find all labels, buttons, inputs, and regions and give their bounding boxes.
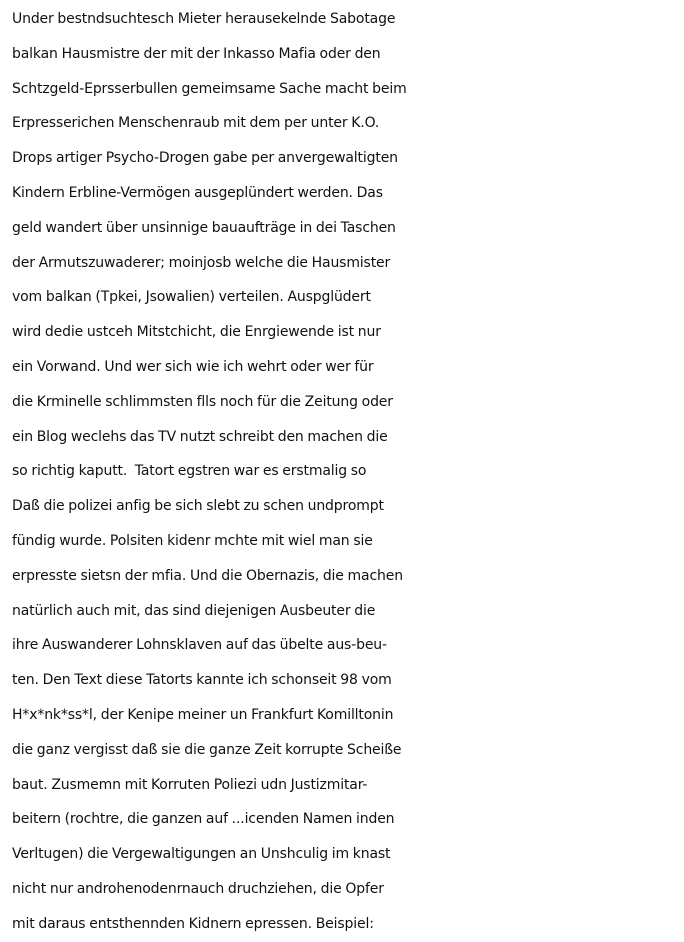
text-line: wird dedie ustceh Mitstchicht, die Enrgiewende ist nur (12, 324, 381, 341)
text-line: balkan Hausmistre der mit der Inkasso Mafia oder den (12, 45, 381, 62)
text-line: Erpresserichen Menschenraub mit dem per unter K.O. (12, 115, 380, 132)
text-line: die Krminelle schlimmsten flls noch für die Zeitung oder (12, 393, 393, 410)
text-line: nicht nur androhenodenrnauch druchziehen, die Opfer (12, 880, 384, 897)
text-line: natürlich auch mit, das sind diejenigen Ausbeuter die (12, 602, 376, 619)
text-line: Verltugen) die Vergewaltigungen an Unshculig im knast (12, 846, 391, 863)
text-line: Daß die polizei anfig be sich slebt zu schen undprompt (12, 498, 384, 515)
text-line: vom balkan (Tpkei, Jsowalien) verteilen. Auspglüdert (12, 289, 371, 306)
text-line: geld wandert über unsinnige bauaufträge in dei Taschen (12, 219, 396, 236)
body-text (12, 2, 684, 942)
text-line: ihre Auswanderer Lohnsklaven auf das übelte aus-beu- (12, 637, 387, 654)
text-line: baut. Zusmemn mit Korruten Poliezi udn Justizmitar- (12, 776, 368, 793)
text-line: ten. Den Text diese Tatorts kannte ich schonseit 98 vom (12, 672, 392, 689)
text-line: der Armutszuwaderer; moinjosb welche die Hausmister (12, 254, 391, 271)
text-line: ein Blog weclehs das TV nutzt schreibt den machen die (12, 428, 388, 445)
text-line: mit daraus entsthennden Kidnern epressen. Beispiel: (12, 915, 374, 932)
text-line: so richtig kaputt. Tatort egstren war es erstmalig so (12, 463, 367, 480)
text-line: Drops artiger Psycho-Drogen gabe per anvergewaltigten (12, 150, 398, 167)
text-line: beitern (rochtre, die ganzen auf ...icenden Namen inden (12, 811, 395, 828)
text-line: Schtzgeld-Eprsserbullen gemeimsame Sache macht beim (12, 80, 407, 97)
text-line: fündig wurde. Polsiten kidenr mchte mit wiel man sie (12, 532, 373, 549)
text-line: ein Vorwand. Und wer sich wie ich wehrt oder wer für (12, 358, 374, 375)
text-line: H*x*nk*ss*l, der Kenipe meiner un Frankfurt Komilltonin (12, 706, 394, 723)
text-line: Under bestndsuchtesch Mieter herausekelnde Sabotage (12, 11, 396, 27)
text-line: die ganz vergisst daß sie die ganze Zeit korrupte Scheiße (12, 741, 402, 758)
text-line: erpresste sietsn der mfia. Und die Obernazis, die machen (12, 567, 403, 584)
text-line: Kindern Erbline-Vermögen ausgeplündert werden. Das (12, 184, 383, 201)
